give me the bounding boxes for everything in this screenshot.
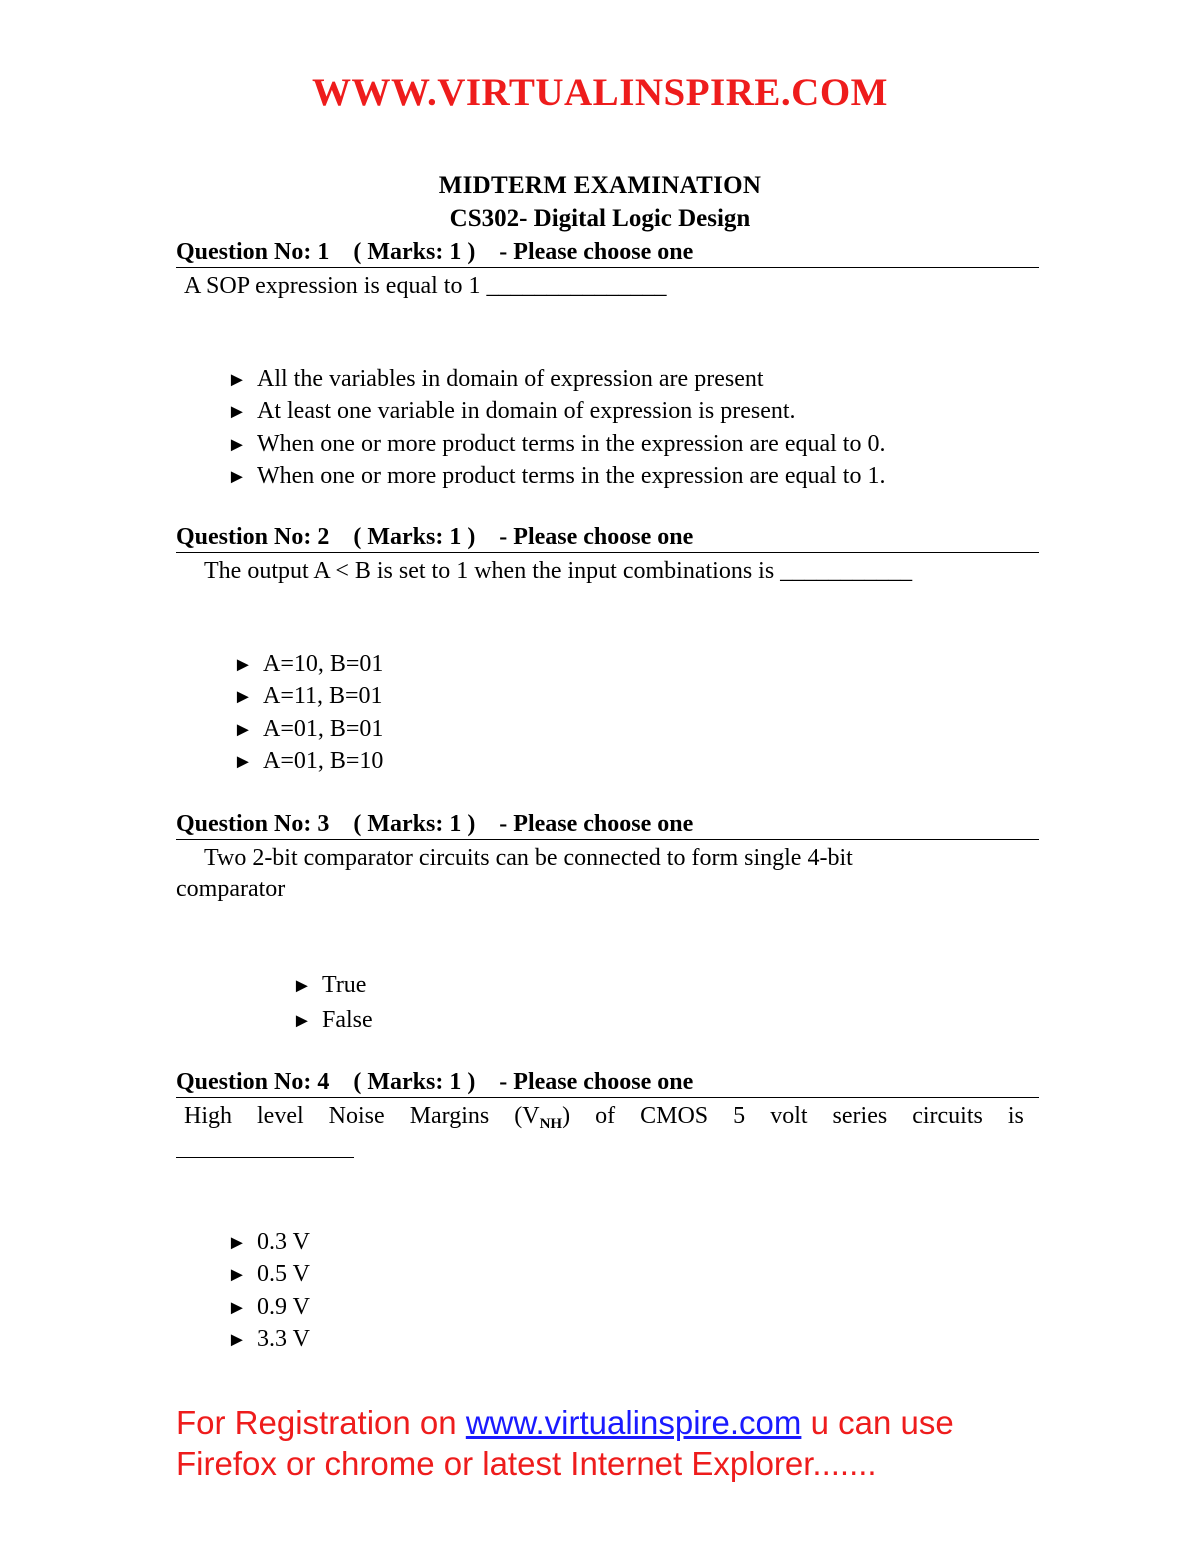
arrow-icon: ► (227, 1296, 247, 1319)
option[interactable] (227, 1259, 310, 1291)
question-2-header: Question No: 2 ( Marks: 1 ) - Please choose one (176, 522, 1039, 553)
word: series (832, 1103, 888, 1129)
arrow-icon: ► (227, 433, 247, 456)
arrow-icon: ► (292, 1010, 312, 1032)
registration-footer (176, 1402, 1176, 1484)
question-4-header: Question No: 4 ( Marks: 1 ) - Please choose one (176, 1067, 1039, 1098)
arrow-icon: ► (233, 750, 253, 773)
arrow-icon: ► (227, 1328, 247, 1351)
arrow-icon: ► (227, 1232, 247, 1254)
option-label: True (322, 972, 367, 998)
word: level (257, 1103, 304, 1129)
option[interactable] (227, 429, 885, 461)
registration-link[interactable]: www.virtualinspire.com (465, 1404, 802, 1441)
option[interactable] (227, 396, 885, 428)
option[interactable] (233, 746, 383, 778)
option-label: A=01, B=10 (263, 747, 384, 774)
question-4-text-line (176, 1101, 1024, 1140)
question-4-text (176, 1101, 1024, 1140)
question-3-text-line1: Two 2-bit comparator circuits can be connected to form single 4-bit (204, 845, 853, 871)
option[interactable] (233, 649, 383, 681)
option[interactable] (227, 461, 885, 493)
question-3-text-line2: comparator (176, 876, 286, 902)
option[interactable] (227, 1324, 310, 1356)
question-3-options (292, 968, 373, 1038)
arrow-icon: ► (227, 465, 247, 488)
question-1-text: A SOP expression is equal to 1 _______________ (184, 273, 667, 299)
option-label: At least one variable in domain of expression is present. (257, 398, 796, 425)
option[interactable] (292, 968, 373, 1003)
option[interactable] (227, 1292, 310, 1324)
arrow-icon: ► (233, 686, 253, 709)
option-label: 0.9 V (257, 1293, 310, 1320)
footer-line-2: Firefox or chrome or latest Internet Explorer....... (176, 1445, 877, 1482)
arrow-icon: ► (227, 369, 247, 391)
option-label: 0.3 V (257, 1229, 310, 1255)
option-label: A=01, B=01 (263, 715, 384, 742)
question-1-header: Question No: 1 ( Marks: 1 ) - Please choose one (176, 237, 1039, 268)
arrow-icon: ► (233, 718, 253, 741)
word: Noise (328, 1103, 385, 1129)
site-header: WWW.VIRTUALINSPIRE.COM (312, 71, 888, 114)
option[interactable] (292, 1003, 373, 1038)
word: CMOS (640, 1103, 709, 1129)
word: 5 (733, 1103, 746, 1129)
word: is (1007, 1103, 1024, 1129)
answer-blank (176, 1157, 354, 1158)
option-label: False (322, 1007, 373, 1033)
option[interactable] (233, 714, 383, 746)
arrow-icon: ► (292, 975, 312, 997)
question-4-options (227, 1227, 310, 1356)
option-label: When one or more product terms in the expression are equal to 0. (257, 430, 886, 457)
option[interactable] (227, 1227, 310, 1259)
word: circuits (912, 1103, 983, 1129)
question-2-text: The output A < B is set to 1 when the input combinations is ___________ (204, 558, 913, 584)
vnh-subscript: NH (539, 1116, 563, 1132)
option-label: A=11, B=01 (263, 683, 383, 710)
question-2-options (233, 649, 383, 778)
option-label: All the variables in domain of expression are present (257, 366, 764, 392)
word: volt (770, 1103, 808, 1129)
option-label: 0.5 V (257, 1261, 310, 1288)
vnh-term: $(V_{NH})$ (514, 1103, 571, 1132)
word: High (184, 1103, 232, 1129)
arrow-icon: ► (227, 401, 247, 424)
option-label: When one or more product terms in the expression are equal to 1. (257, 462, 886, 489)
option[interactable] (233, 681, 383, 713)
word: of (595, 1103, 616, 1129)
exam-course: CS302- Digital Logic Design (449, 205, 751, 232)
option-label: 3.3 V (257, 1325, 310, 1352)
arrow-icon: ► (233, 654, 253, 676)
arrow-icon: ► (227, 1264, 247, 1287)
footer-line-1: For Registration on www.virtualinspire.com u can use (176, 1404, 954, 1441)
option-label: A=10, B=01 (263, 651, 384, 677)
exam-title: MIDTERM EXAMINATION (438, 172, 762, 199)
question-3-header: Question No: 3 ( Marks: 1 ) - Please choose one (176, 809, 1039, 840)
word: Margins (409, 1103, 490, 1129)
option[interactable] (227, 364, 885, 396)
question-1-options (227, 364, 885, 493)
